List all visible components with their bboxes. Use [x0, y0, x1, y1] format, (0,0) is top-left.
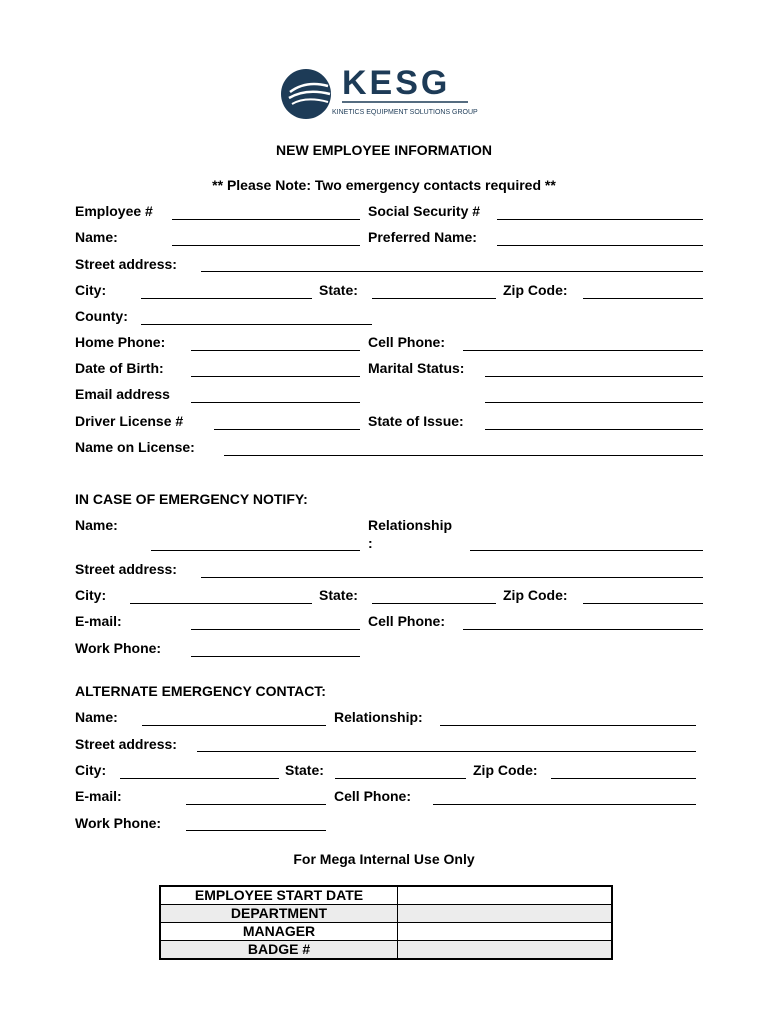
alternate-street-field[interactable]: [197, 751, 696, 752]
emergency-relationship-field[interactable]: [470, 550, 703, 551]
state-field[interactable]: [372, 298, 496, 299]
alternate-email-field[interactable]: [186, 804, 326, 805]
logo-tagline: KINETICS EQUIPMENT SOLUTIONS GROUP: [332, 109, 478, 116]
cell-phone-label: Cell Phone:: [368, 334, 446, 350]
badge-label: BADGE #: [160, 941, 398, 960]
alternate-zip-label: Zip Code:: [473, 762, 538, 778]
form-note: ** Please Note: Two emergency contacts required **: [212, 177, 556, 193]
emergency-heading: IN CASE OF EMERGENCY NOTIFY:: [75, 491, 308, 507]
employee-number-field[interactable]: [172, 219, 360, 220]
logo-text: KESG: [342, 64, 451, 102]
emergency-cell-label: Cell Phone:: [368, 613, 446, 629]
emergency-name-field[interactable]: [151, 550, 360, 551]
alternate-name-field[interactable]: [142, 725, 326, 726]
state-of-issue-field[interactable]: [485, 429, 703, 430]
emergency-relationship-colon: :: [368, 535, 373, 551]
alternate-city-field[interactable]: [120, 778, 279, 779]
name-on-license-label: Name on License:: [75, 439, 195, 455]
alternate-zip-field[interactable]: [551, 778, 696, 779]
start-date-label: EMPLOYEE START DATE: [160, 886, 398, 905]
driver-license-field[interactable]: [214, 429, 360, 430]
alternate-work-phone-field[interactable]: [186, 830, 326, 831]
email-address-label: Email address: [75, 386, 170, 402]
table-row: [160, 941, 612, 960]
zip-code-field[interactable]: [583, 298, 703, 299]
street-address-label: Street address:: [75, 256, 177, 272]
email-address-field[interactable]: [191, 402, 360, 403]
emergency-name-label: Name:: [75, 517, 118, 533]
county-field[interactable]: [141, 324, 372, 325]
alternate-cell-label: Cell Phone:: [334, 788, 412, 804]
alternate-street-label: Street address:: [75, 736, 177, 752]
alternate-email-label: E-mail:: [75, 788, 122, 804]
emergency-relationship-label: Relationship: [368, 517, 453, 533]
kesg-logo-icon: [280, 62, 480, 126]
name-field[interactable]: [172, 245, 360, 246]
state-of-issue-label: State of Issue:: [368, 413, 464, 429]
emergency-work-phone-label: Work Phone:: [75, 640, 162, 656]
emergency-city-field[interactable]: [130, 603, 312, 604]
alternate-city-label: City:: [75, 762, 107, 778]
state-label: State:: [319, 282, 358, 298]
form-title: NEW EMPLOYEE INFORMATION: [276, 142, 492, 158]
badge-cell[interactable]: [398, 941, 613, 960]
preferred-name-label: Preferred Name:: [368, 229, 477, 245]
emergency-zip-field[interactable]: [583, 603, 703, 604]
start-date-cell[interactable]: [398, 886, 613, 905]
home-phone-label: Home Phone:: [75, 334, 166, 350]
emergency-city-label: City:: [75, 587, 107, 603]
table-row: [160, 886, 612, 905]
alternate-state-field[interactable]: [335, 778, 466, 779]
alternate-heading: ALTERNATE EMERGENCY CONTACT:: [75, 683, 326, 699]
home-phone-field[interactable]: [191, 350, 360, 351]
date-of-birth-label: Date of Birth:: [75, 360, 164, 376]
table-row: [160, 923, 612, 941]
marital-status-field[interactable]: [485, 376, 703, 377]
emergency-zip-label: Zip Code:: [503, 587, 568, 603]
emergency-street-label: Street address:: [75, 561, 177, 577]
emergency-cell-field[interactable]: [463, 629, 703, 630]
email-address-field-extra[interactable]: [485, 402, 703, 403]
manager-label: MANAGER: [160, 923, 398, 941]
alternate-relationship-field[interactable]: [440, 725, 696, 726]
table-row: [160, 905, 612, 923]
department-label: DEPARTMENT: [160, 905, 398, 923]
emergency-email-field[interactable]: [191, 629, 360, 630]
cell-phone-field[interactable]: [463, 350, 703, 351]
manager-cell[interactable]: [398, 923, 613, 941]
company-logo: [280, 62, 480, 126]
alternate-name-label: Name:: [75, 709, 118, 725]
ssn-label: Social Security #: [368, 203, 481, 219]
alternate-relationship-label: Relationship:: [334, 709, 423, 725]
county-label: County:: [75, 308, 128, 324]
internal-use-heading: For Mega Internal Use Only: [293, 851, 475, 867]
street-address-field[interactable]: [201, 271, 703, 272]
emergency-email-label: E-mail:: [75, 613, 122, 629]
city-field[interactable]: [141, 298, 312, 299]
zip-code-label: Zip Code:: [503, 282, 568, 298]
alternate-work-phone-label: Work Phone:: [75, 815, 162, 831]
employee-number-label: Employee #: [75, 203, 153, 219]
city-label: City:: [75, 282, 107, 298]
driver-license-label: Driver License #: [75, 413, 184, 429]
alternate-state-label: State:: [285, 762, 324, 778]
date-of-birth-field[interactable]: [191, 376, 360, 377]
ssn-field[interactable]: [497, 219, 703, 220]
alternate-cell-field[interactable]: [433, 804, 696, 805]
emergency-state-field[interactable]: [372, 603, 496, 604]
marital-status-label: Marital Status:: [368, 360, 465, 376]
emergency-work-phone-field[interactable]: [191, 656, 360, 657]
emergency-street-field[interactable]: [201, 577, 703, 578]
name-on-license-field[interactable]: [224, 455, 703, 456]
internal-use-table: [159, 885, 613, 960]
emergency-state-label: State:: [319, 587, 358, 603]
preferred-name-field[interactable]: [497, 245, 703, 246]
name-label: Name:: [75, 229, 118, 245]
department-cell[interactable]: [398, 905, 613, 923]
